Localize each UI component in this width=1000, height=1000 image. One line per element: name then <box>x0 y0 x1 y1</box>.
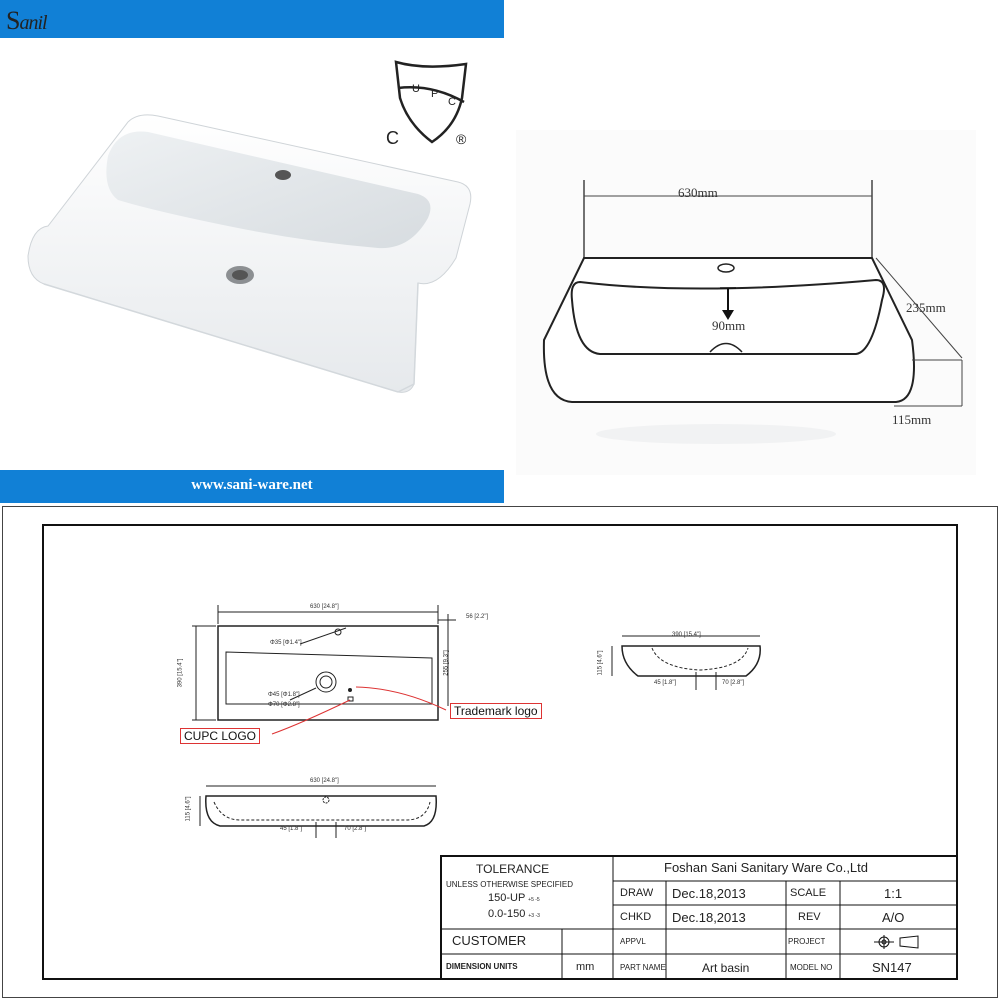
dim-base-label: 115mm <box>892 412 932 427</box>
side-view-drain-dist-label: 45 [1.8"] <box>654 680 677 686</box>
chkd-label: CHKD <box>620 911 652 923</box>
rev-label: REV <box>798 911 821 923</box>
appvl-label: APPVL <box>620 937 646 946</box>
dim-depth-label: 90mm <box>712 318 746 333</box>
dim-width-label: 630mm <box>678 185 718 200</box>
draw-date: Dec.18,2013 <box>672 886 746 901</box>
scale-value: 1:1 <box>884 886 903 901</box>
brand-logo: Sanil <box>6 6 47 35</box>
tolerance-range-2: 0.0-150 +3 -3 <box>488 908 540 920</box>
part-name-label: PART NAME <box>620 963 666 972</box>
top-view-drain-offset-label: 255 [9.3"] <box>443 650 450 676</box>
overflow-label: Φ70 [Φ2.8"] <box>268 702 300 708</box>
front-view-height-label: 115 [4.6"] <box>185 796 192 822</box>
tap-hole-label: Φ35 [Φ1.4"] <box>270 640 302 646</box>
title-block <box>440 855 958 980</box>
website-link[interactable]: www.sani-ware.net <box>191 477 313 493</box>
drain-hole-label: Φ45 [Φ1.8"] <box>268 692 300 698</box>
part-name-value: Art basin <box>702 961 750 975</box>
tolerance-subtitle: UNLESS OTHERWISE SPECIFIED <box>446 880 573 889</box>
rev-value: A/O <box>882 910 905 925</box>
tolerance-title: TOLERANCE <box>476 862 550 876</box>
top-view-depth-label: 390 [15.4"] <box>177 658 184 688</box>
top-view-edge-label: 56 [2.2"] <box>466 614 489 620</box>
draw-label: DRAW <box>620 887 654 899</box>
project-label: PROJECT <box>788 937 826 946</box>
cupc-letter-c: C <box>448 96 456 108</box>
cupc-logo-callout: CUPC LOGO <box>180 728 260 744</box>
scale-label: SCALE <box>790 887 827 899</box>
chkd-date: Dec.18,2013 <box>672 910 746 925</box>
side-view-height-label: 115 [4.6"] <box>597 650 604 676</box>
side-view-depth-label: 390 [15.4"] <box>672 632 701 638</box>
projection-symbol-icon <box>872 935 922 949</box>
dimension-units-value: mm <box>576 961 595 973</box>
top-view-width-label: 630 [24.8"] <box>310 604 339 610</box>
registered-icon: ® <box>456 131 467 147</box>
cupc-letter-u: U <box>412 83 420 95</box>
company-name: Foshan Sani Sanitary Ware Co.,Ltd <box>664 860 869 875</box>
front-view-drain-dist-label: 45 [1.8"] <box>280 826 303 832</box>
front-view-width-label: 630 [24.8"] <box>310 778 339 784</box>
side-view-drain-width-label: 70 [2.8"] <box>722 680 745 686</box>
dim-height-label: 235mm <box>906 300 946 315</box>
cupc-c-letter: C <box>386 128 399 148</box>
model-no-value: SN147 <box>872 960 912 975</box>
dimension-units-label: DIMENSION UNITS <box>446 962 518 971</box>
tolerance-range-1: 150-UP +5 -5 <box>488 892 540 904</box>
trademark-logo-callout: Trademark logo <box>450 703 542 719</box>
customer-label: CUSTOMER <box>452 933 527 948</box>
model-no-label: MODEL NO <box>790 963 833 972</box>
front-view-drain-width-label: 70 [2.8"] <box>344 826 367 832</box>
cupc-letter-p: P <box>431 88 439 100</box>
